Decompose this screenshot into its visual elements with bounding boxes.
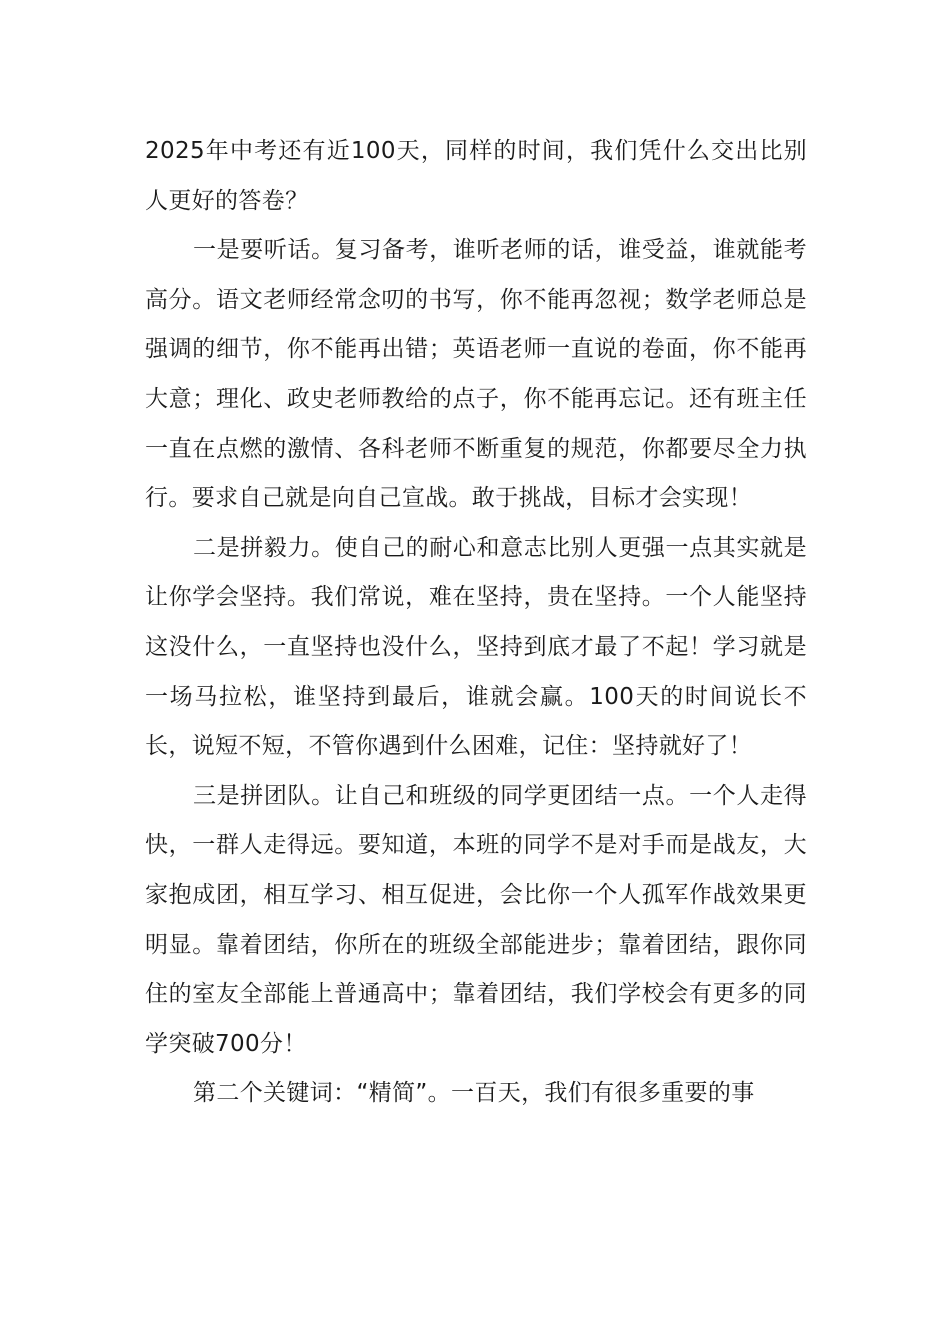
- paragraph-intro: 2025年中考还有近100天，同样的时间，我们凭什么交出比别人更好的答卷？: [145, 138, 807, 214]
- document-body: [145, 127, 807, 1119]
- paragraph-teamwork: 三是拼团队。让自己和班级的同学更团结一点。一个人走得快，一群人走得远。要知道，本班的同学不是对手而是战友，大家抱成团，相互学习、相互促进，会比你一个人孤军作战效果更明显。靠着团结，你所在的班级全部能进步；靠着团结，跟你同住的室友全部能上普通高中；靠着团结，我们学校会有更多的同学突破700分！: [145, 782, 807, 1057]
- paragraph-perseverance: 二是拼毅力。使自己的耐心和意志比别人更强一点其实就是让你学会坚持。我们常说，难在坚持，贵在坚持。一个人能坚持这没什么，一直坚持也没什么，坚持到底才最了不起！学习就是一场马拉松，谁坚持到最后，谁就会赢。100天的时间说长不长，说短不短，不管你遇到什么困难，记住：坚持就好了！: [145, 534, 807, 760]
- paragraph-keyword-two: 第二个关键词：“精简”。一百天，我们有很多重要的事: [193, 1080, 755, 1107]
- paragraph-obey: 一是要听话。复习备考，谁听老师的话，谁受益，谁就能考高分。语文老师经常念叨的书写，你不能再忽视；数学老师总是强调的细节，你不能再出错；英语老师一直说的卷面，你不能再大意；理化、政史老师教给的点子，你不能再忘记。还有班主任一直在点燃的激情、各科老师不断重复的规范，你都要尽全力执行。要求自己就是向自己宣战。敢于挑战，目标才会实现！: [145, 237, 807, 512]
